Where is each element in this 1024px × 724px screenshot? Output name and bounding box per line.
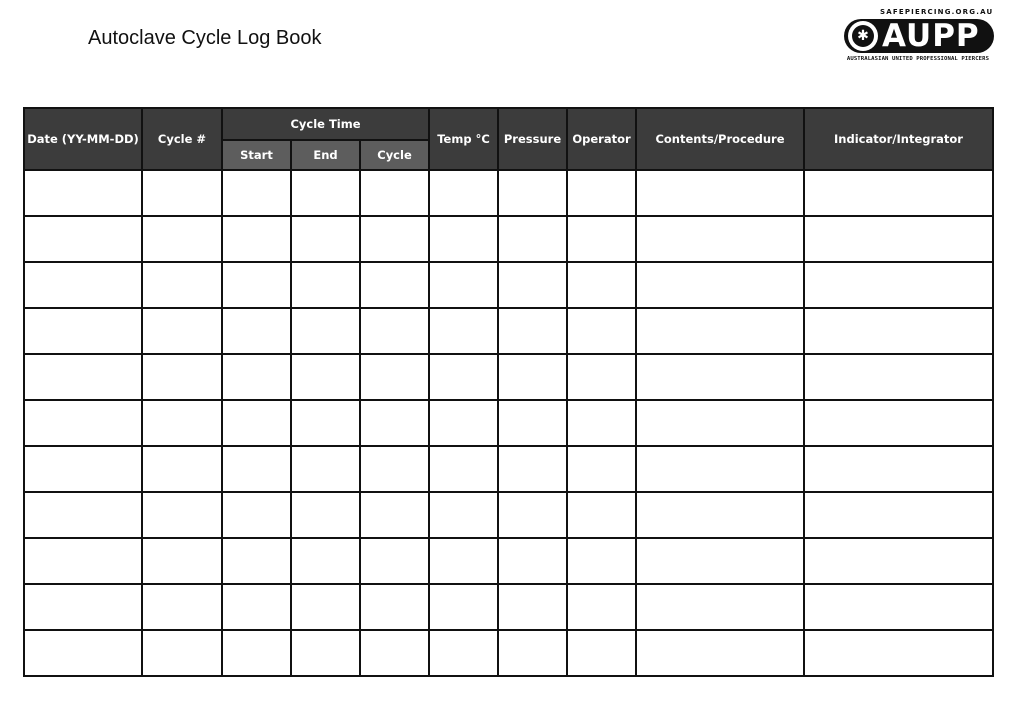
cell-contents[interactable] bbox=[636, 308, 804, 354]
cell-contents[interactable] bbox=[636, 630, 804, 676]
cell-operator[interactable] bbox=[567, 492, 636, 538]
cell-cycle-number[interactable] bbox=[142, 630, 222, 676]
cell-cycle-number[interactable] bbox=[142, 354, 222, 400]
cell-pressure[interactable] bbox=[498, 630, 567, 676]
cell-indicator[interactable] bbox=[804, 400, 993, 446]
cell-cycle-number[interactable] bbox=[142, 538, 222, 584]
cell-cycle[interactable] bbox=[360, 216, 429, 262]
cell-cycle-number[interactable] bbox=[142, 492, 222, 538]
cell-end[interactable] bbox=[291, 492, 360, 538]
cell-cycle[interactable] bbox=[360, 630, 429, 676]
log-body bbox=[24, 170, 993, 676]
cell-date[interactable] bbox=[24, 216, 142, 262]
header-row-top bbox=[24, 108, 993, 140]
header-cycle-number: Cycle # bbox=[142, 108, 222, 170]
cell-contents[interactable] bbox=[636, 354, 804, 400]
cell-operator[interactable] bbox=[567, 262, 636, 308]
logo-badge bbox=[848, 21, 878, 51]
table-row bbox=[24, 446, 993, 492]
cell-pressure[interactable] bbox=[498, 262, 567, 308]
cell-cycle-number[interactable] bbox=[142, 170, 222, 216]
table-row bbox=[24, 630, 993, 676]
cell-indicator[interactable] bbox=[804, 630, 993, 676]
cell-operator[interactable] bbox=[567, 630, 636, 676]
cell-date[interactable] bbox=[24, 400, 142, 446]
cell-start[interactable] bbox=[222, 216, 291, 262]
cell-cycle[interactable] bbox=[360, 492, 429, 538]
cell-date[interactable] bbox=[24, 584, 142, 630]
cell-contents[interactable] bbox=[636, 216, 804, 262]
cell-contents[interactable] bbox=[636, 262, 804, 308]
cell-pressure[interactable] bbox=[498, 492, 567, 538]
cell-cycle[interactable] bbox=[360, 538, 429, 584]
cell-cycle[interactable] bbox=[360, 584, 429, 630]
header-start: Start bbox=[222, 140, 291, 170]
cell-operator[interactable] bbox=[567, 216, 636, 262]
cell-operator[interactable] bbox=[567, 170, 636, 216]
document-title: Autoclave Cycle Log Book bbox=[88, 27, 322, 49]
cell-indicator[interactable] bbox=[804, 308, 993, 354]
aupp-logo bbox=[842, 8, 994, 68]
cell-operator[interactable] bbox=[567, 308, 636, 354]
cell-start[interactable] bbox=[222, 492, 291, 538]
cell-operator[interactable] bbox=[567, 584, 636, 630]
cell-indicator[interactable] bbox=[804, 446, 993, 492]
cell-start[interactable] bbox=[222, 538, 291, 584]
header-indicator: Indicator/Integrator bbox=[804, 108, 993, 170]
header-pressure: Pressure bbox=[498, 108, 567, 170]
cell-start[interactable] bbox=[222, 354, 291, 400]
cell-cycle[interactable] bbox=[360, 262, 429, 308]
cell-indicator[interactable] bbox=[804, 170, 993, 216]
autoclave-log-table bbox=[23, 107, 994, 677]
cell-cycle-number[interactable] bbox=[142, 446, 222, 492]
cell-end[interactable] bbox=[291, 216, 360, 262]
cell-cycle-number[interactable] bbox=[142, 400, 222, 446]
cell-cycle-number[interactable] bbox=[142, 308, 222, 354]
cell-operator[interactable] bbox=[567, 538, 636, 584]
cell-pressure[interactable] bbox=[498, 308, 567, 354]
table-row bbox=[24, 584, 993, 630]
cell-end[interactable] bbox=[291, 584, 360, 630]
cell-date[interactable] bbox=[24, 538, 142, 584]
header-end: End bbox=[291, 140, 360, 170]
table-row bbox=[24, 170, 993, 216]
header-cycle: Cycle bbox=[360, 140, 429, 170]
cell-end[interactable] bbox=[291, 354, 360, 400]
cell-end[interactable] bbox=[291, 446, 360, 492]
cell-cycle[interactable] bbox=[360, 400, 429, 446]
cell-end[interactable] bbox=[291, 630, 360, 676]
cell-operator[interactable] bbox=[567, 354, 636, 400]
cell-pressure[interactable] bbox=[498, 400, 567, 446]
cell-start[interactable] bbox=[222, 308, 291, 354]
cell-temp[interactable] bbox=[429, 216, 498, 262]
cell-end[interactable] bbox=[291, 262, 360, 308]
cell-date[interactable] bbox=[24, 446, 142, 492]
cell-pressure[interactable] bbox=[498, 446, 567, 492]
cell-contents[interactable] bbox=[636, 538, 804, 584]
header-temp: Temp °C bbox=[429, 108, 498, 170]
logo-wordmark: AUPP bbox=[882, 18, 980, 54]
logo-tagline: AUSTRALASIAN UNITED PROFESSIONAL PIERCERS bbox=[846, 56, 990, 62]
cell-temp[interactable] bbox=[429, 400, 498, 446]
table-row bbox=[24, 262, 993, 308]
cell-start[interactable] bbox=[222, 170, 291, 216]
header-operator: Operator bbox=[567, 108, 636, 170]
cell-end[interactable] bbox=[291, 400, 360, 446]
cell-pressure[interactable] bbox=[498, 584, 567, 630]
cell-cycle[interactable] bbox=[360, 354, 429, 400]
cell-pressure[interactable] bbox=[498, 170, 567, 216]
cell-operator[interactable] bbox=[567, 446, 636, 492]
cell-end[interactable] bbox=[291, 308, 360, 354]
cell-temp[interactable] bbox=[429, 492, 498, 538]
cell-cycle[interactable] bbox=[360, 308, 429, 354]
cell-indicator[interactable] bbox=[804, 492, 993, 538]
cell-indicator[interactable] bbox=[804, 538, 993, 584]
cell-temp[interactable] bbox=[429, 538, 498, 584]
cell-end[interactable] bbox=[291, 170, 360, 216]
cell-contents[interactable] bbox=[636, 170, 804, 216]
cell-end[interactable] bbox=[291, 538, 360, 584]
cell-contents[interactable] bbox=[636, 446, 804, 492]
cell-start[interactable] bbox=[222, 446, 291, 492]
cell-start[interactable] bbox=[222, 400, 291, 446]
cell-cycle-number[interactable] bbox=[142, 216, 222, 262]
cell-start[interactable] bbox=[222, 630, 291, 676]
cell-date[interactable] bbox=[24, 630, 142, 676]
cell-indicator[interactable] bbox=[804, 354, 993, 400]
cell-temp[interactable] bbox=[429, 308, 498, 354]
table-row bbox=[24, 400, 993, 446]
cell-temp[interactable] bbox=[429, 584, 498, 630]
table-row bbox=[24, 354, 993, 400]
cell-temp[interactable] bbox=[429, 354, 498, 400]
logo-url-text: SAFEPIERCING.ORG.AU bbox=[880, 8, 994, 16]
cell-temp[interactable] bbox=[429, 170, 498, 216]
cell-cycle-number[interactable] bbox=[142, 262, 222, 308]
header-contents: Contents/Procedure bbox=[636, 108, 804, 170]
cell-pressure[interactable] bbox=[498, 538, 567, 584]
logo-pill bbox=[844, 19, 994, 53]
cell-start[interactable] bbox=[222, 262, 291, 308]
cell-temp[interactable] bbox=[429, 446, 498, 492]
cell-cycle[interactable] bbox=[360, 170, 429, 216]
cell-date[interactable] bbox=[24, 354, 142, 400]
table-row bbox=[24, 538, 993, 584]
cell-indicator[interactable] bbox=[804, 584, 993, 630]
asterisk-star-icon: ✱ bbox=[852, 25, 874, 47]
cell-pressure[interactable] bbox=[498, 216, 567, 262]
table-row bbox=[24, 492, 993, 538]
header-date: Date (YY-MM-DD) bbox=[24, 108, 142, 170]
cell-date[interactable] bbox=[24, 492, 142, 538]
cell-contents[interactable] bbox=[636, 400, 804, 446]
cell-start[interactable] bbox=[222, 584, 291, 630]
cell-contents[interactable] bbox=[636, 492, 804, 538]
cell-date[interactable] bbox=[24, 170, 142, 216]
cell-temp[interactable] bbox=[429, 630, 498, 676]
cell-indicator[interactable] bbox=[804, 262, 993, 308]
cell-indicator[interactable] bbox=[804, 216, 993, 262]
cell-pressure[interactable] bbox=[498, 354, 567, 400]
cell-temp[interactable] bbox=[429, 262, 498, 308]
table-row bbox=[24, 216, 993, 262]
cell-date[interactable] bbox=[24, 262, 142, 308]
cell-date[interactable] bbox=[24, 308, 142, 354]
cell-operator[interactable] bbox=[567, 400, 636, 446]
cell-contents[interactable] bbox=[636, 584, 804, 630]
cell-cycle[interactable] bbox=[360, 446, 429, 492]
table-row bbox=[24, 308, 993, 354]
cell-cycle-number[interactable] bbox=[142, 584, 222, 630]
header-cycle-time: Cycle Time bbox=[222, 108, 429, 140]
